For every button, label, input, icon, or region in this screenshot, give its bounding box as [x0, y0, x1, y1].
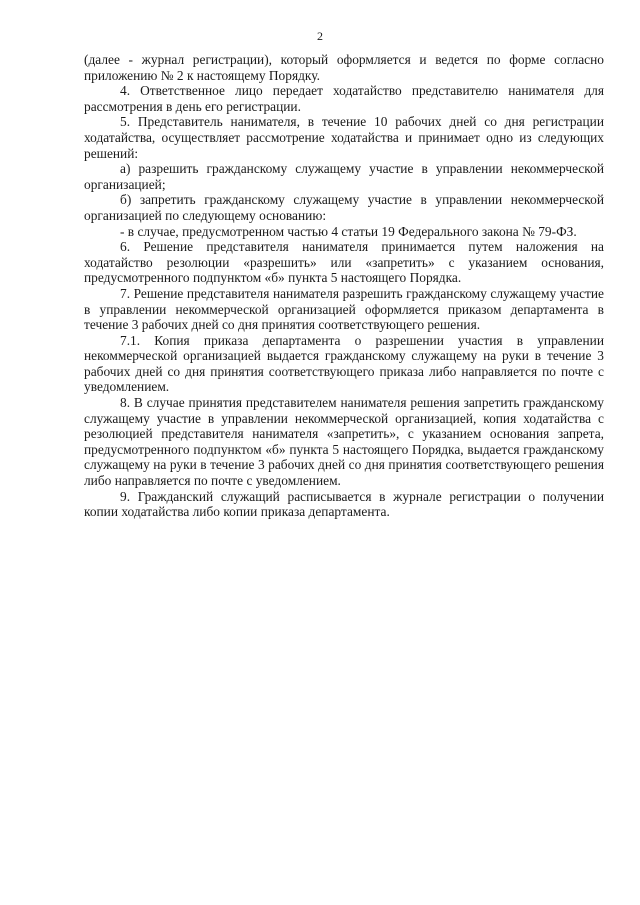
paragraph-7-1: 7.1. Копия приказа департамента о разрешении участия в управлении некоммерческой организацией выдается гражданскому служащему на руки в течение 3 рабочих дней со дня принятия соответствующего приказа либо направляется по почте с уведомлением. — [84, 332, 604, 395]
paragraph-5b-basis: - в случае, предусмотренном частью 4 статьи 19 Федерального закона № 79-ФЗ. — [120, 223, 577, 239]
paragraph-7: 7. Решение представителя нанимателя разрешить гражданскому служащему участие в управлении некоммерческой организацией оформляется приказом департамента в течение 3 рабочих дней со дня принятия соответствующего решения. — [84, 285, 604, 333]
paragraph-8: 8. В случае принятия представителем нанимателя решения запретить гражданскому служащему участие в управлении некоммерческой организацией, копия ходатайства с резолюцией представителя нанимателя «запретить», с указанием основания запрета, предусмотренного подпунктом «б» пункта 5 настоящего Порядка, выдается гражданскому служащему на руки в течение 3 рабочих дней со дня принятия соответствующего решения либо направляется по почте с уведомлением. — [84, 395, 604, 489]
paragraph-5a: а) разрешить гражданскому служащему участие в управлении некоммерческой организацией; — [84, 161, 604, 192]
paragraph-9: 9. Гражданский служащий расписывается в журнале регистрации о получении копии ходатайства либо копии приказа департамента. — [84, 488, 604, 520]
paragraph-5: 5. Представитель нанимателя, в течение 10 рабочих дней со дня регистрации ходатайства, осуществляет рассмотрение ходатайства и принимает одно из следующих решений: — [84, 114, 604, 161]
document-body — [84, 52, 604, 520]
paragraph-6: 6. Решение представителя нанимателя принимается путем наложения на ходатайство резолюции «разрешить» или «запретить» с указанием основания, предусмотренного подпунктом «б» пункта 5 настоящего Порядка. — [84, 239, 604, 286]
paragraph-journal-continuation: (далее - журнал регистрации), который оформляется и ведется по форме согласно приложению № 2 к настоящему Порядку. — [84, 52, 604, 83]
paragraph-5b: б) запретить гражданскому служащему участие в управлении некоммерческой организацией по следующему основанию: — [84, 192, 604, 223]
paragraph-4: 4. Ответственное лицо передает ходатайство представителю нанимателя для рассмотрения в день его регистрации. — [84, 83, 604, 114]
page-number: 2 — [317, 29, 323, 43]
